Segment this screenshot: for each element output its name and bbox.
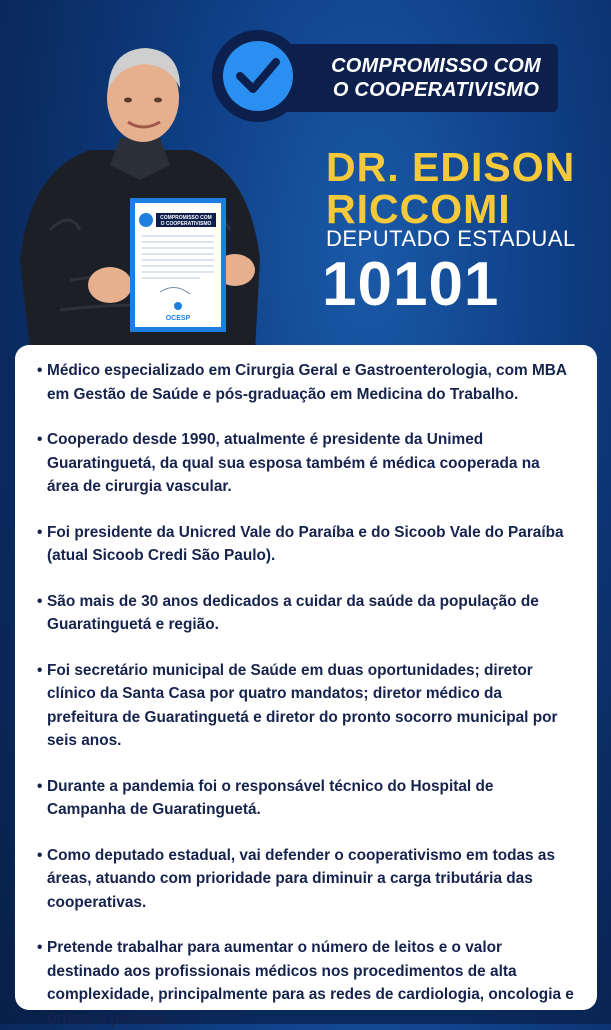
bio-item xyxy=(37,936,575,1030)
bio-card xyxy=(15,345,597,1027)
bio-item-text: Como deputado estadual, vai defender o cooperativismo em todas as áreas, atuando com prioridade para diminuir a carga tributária das cooperativas. xyxy=(47,846,556,911)
bullet-icon: • xyxy=(37,362,43,379)
bio-item xyxy=(37,775,575,822)
badge-line-2: O COOPERATIVISMO xyxy=(332,79,540,101)
candidate-name-line-1: DR. EDISON xyxy=(326,144,576,190)
doc-title-1: COMPROMISSO COM xyxy=(160,215,212,221)
bullet-icon: • xyxy=(37,846,43,864)
ocesp-logo: OCESP xyxy=(165,315,191,322)
bullet-icon: • xyxy=(37,523,43,541)
bullet-icon: • xyxy=(37,939,43,956)
bio-item-text: Cooperado desde 1990, atualmente é presidente da Unimed Guaratinguetá, da qual sua esposa também é médica cooperada na área de cirurgia vascular. xyxy=(47,431,540,495)
candidate-number: 10101 xyxy=(322,250,500,319)
bio-item-text: Pretende trabalhar para aumentar o número de leitos e o valor destinado aos profissionais médicos nos procedimentos de alta complexidade, principalmente para as redes de cardiologia, oncologia e órtese e prótese. xyxy=(47,939,574,1027)
held-document xyxy=(130,198,226,332)
commitment-badge xyxy=(212,30,564,122)
bio-item xyxy=(37,659,575,753)
bio-item-text: Durante a pandemia foi o responsável técnico do Hospital de Campanha de Guaratinguetá. xyxy=(47,777,494,818)
bio-item-text: Foi presidente da Unicred Vale do Paraíba e do Sicoob Vale do Paraíba (atual Sicoob Credi São Paulo). xyxy=(47,523,564,564)
badge-line-1: COMPROMISSO COM xyxy=(331,55,541,77)
bullet-icon: • xyxy=(37,777,43,795)
badge-circle xyxy=(212,30,304,122)
bio-item-text: Médico especializado em Cirurgia Geral e Gastroenterologia, com MBA em Gestão de Saúde e pós-graduação em Medicina do Trabalho. xyxy=(47,362,567,403)
bio-item xyxy=(37,428,575,499)
checkmark-icon xyxy=(235,56,281,96)
doc-title-2: O COOPERATIVISMO xyxy=(160,221,212,227)
bio-item xyxy=(37,590,575,637)
bullet-icon: • xyxy=(37,592,43,610)
bio-item xyxy=(37,844,575,915)
bio-item xyxy=(37,521,575,568)
bio-item-text: Foi secretário municipal de Saúde em duas oportunidades; diretor clínico da Santa Casa por quatro mandatos; diretor médico da prefeitura de Guaratinguetá e diretor do pronto socorro municipal por seis anos. xyxy=(47,661,558,749)
bullet-icon: • xyxy=(37,431,43,448)
candidate-name xyxy=(326,146,596,230)
bio-item-text: São mais de 30 anos dedicados a cuidar da saúde da população de Guaratinguetá e região. xyxy=(47,592,539,633)
bullet-icon: • xyxy=(37,661,43,679)
badge-text xyxy=(316,54,556,102)
bio-item xyxy=(37,359,575,406)
candidate-role: DEPUTADO ESTADUAL xyxy=(326,226,576,251)
candidate-name-line-2: RICCOMI xyxy=(326,186,511,232)
